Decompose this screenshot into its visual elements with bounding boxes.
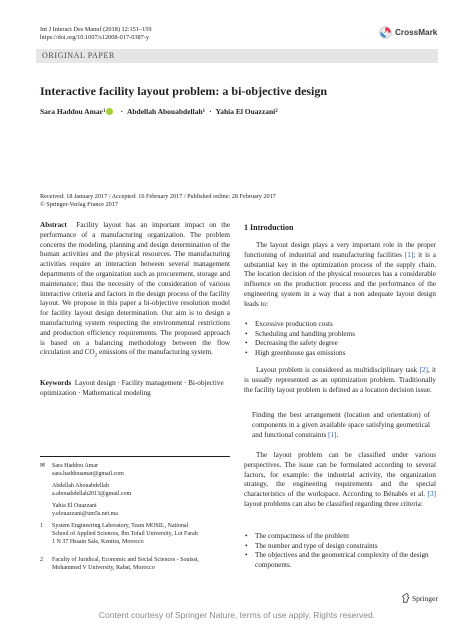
definition-quote — [252, 411, 430, 440]
section-heading: 1 Introduction — [244, 223, 294, 232]
quote-text: Finding the best arrangement (location and orientation) of components in a given available space satisfying geometrical and functional constraints — [252, 411, 430, 439]
springer-logo — [401, 593, 438, 603]
affiliation-number: 2 — [40, 557, 43, 563]
paragraph-text: Layout problem is considered as multidisciplinary task — [256, 366, 420, 374]
citation-link[interactable]: [3] — [427, 490, 436, 499]
list-item: • The number and type of design constraints — [244, 542, 436, 552]
author-name[interactable]: Abdellah Abouabdellah — [126, 107, 203, 116]
keywords — [40, 379, 230, 399]
contact-name: Yahia El Ouazzani — [52, 503, 97, 509]
contact-name: Abdellah Abouabdellah — [52, 483, 109, 489]
copyright-footer: Content courtesy of Springer Nature, terms of use apply. Rights reserved. — [98, 610, 376, 620]
contact-email[interactable]: a.abouabdellah2013@gmail.com — [52, 491, 132, 497]
affiliation-line: Mohammed V University, Rabat, Morocco — [52, 565, 155, 571]
contact-email[interactable]: y.elouazzani@um5s.net.ma — [52, 511, 118, 517]
abstract-label: Abstract — [40, 221, 67, 229]
affiliation-number: 1 — [40, 523, 43, 529]
paragraph-text: , it is usually represented as an optimization problem. Traditionally the facility layout problem is defined as a location decision issue. — [244, 366, 436, 394]
orcid-icon[interactable] — [106, 108, 113, 115]
keywords-text: Layout design · Facility management · Bi-objective optimization · Mathematical modeling — [40, 379, 224, 397]
quote-text: . — [336, 430, 339, 439]
springer-label: Springer — [412, 593, 438, 603]
list-item: • The compactness of the problem — [244, 532, 436, 542]
abstract-text-end: emissions of the manufacturing system. — [97, 348, 213, 357]
dates-line: Received: 18 January 2017 / Accepted: 16 February 2017 / Published online: 28 February 2017 — [40, 193, 276, 200]
affiliation-line: System Engineering Laboratory, Team MOSIL, National — [52, 523, 189, 529]
copyright-line: © Springer-Verlag France 2017 — [40, 201, 118, 208]
intro-paragraph-3 — [244, 451, 436, 510]
author-name[interactable]: Yahia El Ouazzani — [215, 107, 276, 116]
author-name[interactable]: Sara Haddou Amar — [40, 107, 103, 116]
envelope-icon: ✉ — [40, 463, 46, 469]
affiliation-line: 1 N 37 Hssain Sale, Kenitra, Morocco — [52, 539, 144, 545]
intro-paragraph-2 — [244, 366, 436, 395]
bullet-list-2 — [244, 532, 436, 571]
co2-subscript: 2 — [94, 353, 98, 359]
article-type-band — [36, 49, 438, 63]
abstract — [40, 221, 230, 362]
paragraph-text: The layout problem can be classified under various perspectives. The issue can be formulated according to several factors, for example: the industrial activity, the organization strategy, the engineering requirements and the special characteristics of the workspace. According to Bénabès et al. — [244, 451, 436, 499]
abstract-text: Facility layout has an important impact on the performance of a manufacturing organization. The problem concerns the modeling, planning and design determination of the human activities and the physical resources. The manufacturing activities require an interaction between several management departments of the organization such as procurement, storage and maintenance; thus the necessity of the consideration of various interactive criteria and factors in the design process of the facility layout. We propose in this paper a bi-objective resolution model for facility layout design determination. Our aim is to design a manufacturing system respecting the environmental restrictions and production efficiency requirements. The proposed approach is based on a balancing methodology between the flow circulation and CO — [40, 221, 231, 357]
affiliation-line: School of Applied Sciences, Ibn Tofail University, Lot Farah — [52, 531, 198, 537]
affiliation-mark: 2 — [275, 109, 278, 114]
affiliation-mark: 1 — [202, 109, 206, 114]
author-list — [40, 107, 278, 116]
paragraph-text: ; it is a substantial key in the optimization process of the supply chain. The location decision of the physical resources has a considerable influence on the production process and the performance of the engineering system in a way that a non adequate layout design leads to: — [244, 250, 436, 308]
affiliation-mark: 1 — [102, 109, 106, 114]
paragraph-text: The layout design plays a very important role in the proper functioning of industrial and manufacturing facilities — [244, 241, 436, 259]
list-item: • Excessive production costs — [244, 320, 436, 330]
footnote-divider — [40, 456, 230, 457]
citation-link[interactable]: [1] — [404, 250, 414, 259]
journal-citation: Int J Interact Des Manuf (2018) 12:151–159 — [40, 26, 152, 33]
list-item: • Decreasing the safety degree — [244, 339, 436, 349]
bullet-list-1 — [244, 320, 436, 359]
crossmark-badge[interactable] — [379, 26, 437, 39]
intro-paragraph-1 — [244, 241, 436, 310]
contact-name: Sara Haddou Amar — [52, 463, 98, 469]
author-separator: · — [120, 107, 123, 116]
author-separator: · — [209, 107, 212, 116]
citation-link[interactable]: [1] — [328, 430, 337, 439]
doi-link[interactable]: https://doi.org/10.1007/s12008-017-0387-y — [40, 34, 150, 41]
contact-email[interactable]: sara.haddouamar@gmail.com — [52, 471, 124, 477]
crossmark-label: CrossMark — [395, 28, 438, 37]
article-type: ORIGINAL PAPER — [42, 51, 115, 60]
crossmark-icon — [379, 26, 392, 39]
paper-title: Interactive facility layout problem: a bi-objective design — [40, 84, 328, 98]
publication-dates — [40, 193, 276, 209]
paragraph-text: layout problems can also be classified regarding three criteria: — [244, 499, 423, 508]
keywords-label: Keywords — [40, 379, 72, 387]
list-item: • High greenhouse gas emissions — [244, 349, 436, 359]
affiliation-line: Faculty of Juridical, Economic and Social Sciences - Souissi, — [52, 557, 199, 563]
list-item: • The objectives and the geometrical complexity of the design components. — [244, 551, 436, 570]
citation-link[interactable]: [2] — [419, 366, 428, 374]
springer-horse-icon — [401, 593, 410, 603]
list-item: • Scheduling and handling problems — [244, 330, 436, 340]
